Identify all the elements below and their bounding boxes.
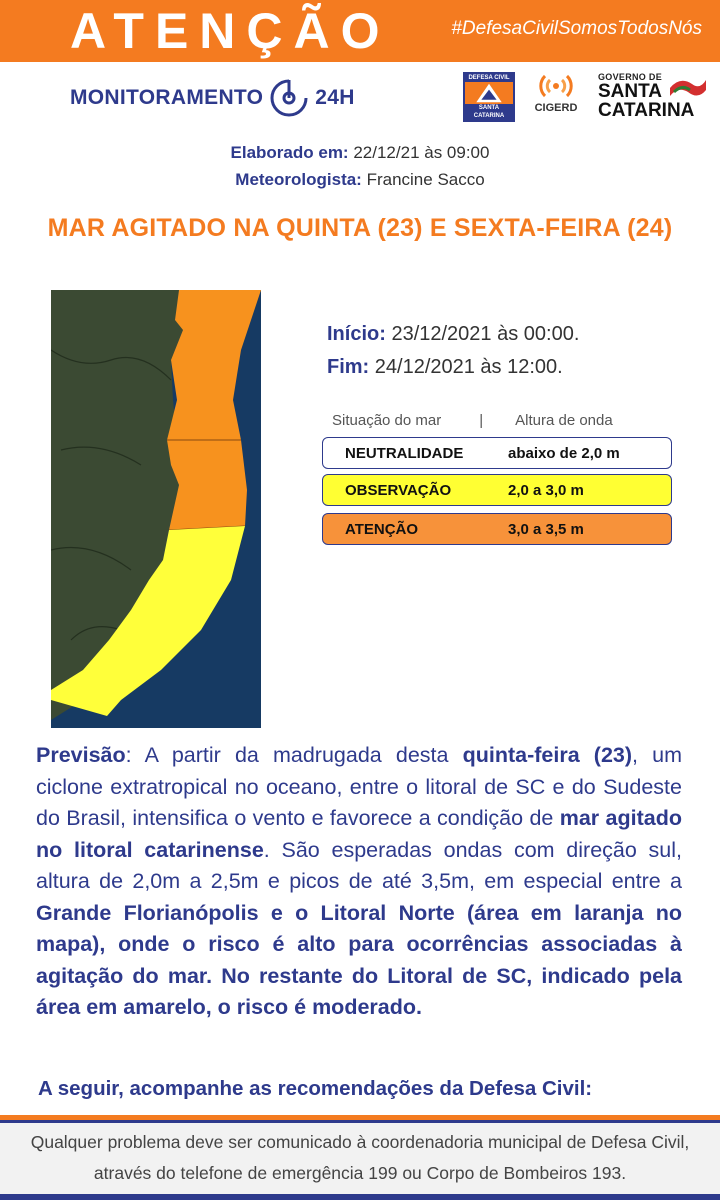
legend-level-height: 2,0 a 3,0 m bbox=[508, 481, 584, 499]
elaborated-value: 22/12/21 às 09:00 bbox=[353, 143, 490, 162]
triangle-icon bbox=[472, 82, 506, 104]
legend-col-height: Altura de onda bbox=[515, 412, 613, 429]
recommendations-intro: A seguir, acompanhe as recomendações da Defesa Civil: bbox=[38, 1077, 593, 1100]
headline: MAR AGITADO NA QUINTA (23) E SEXTA-FEIRA (24) bbox=[47, 214, 673, 242]
defesa-civil-logo-top: DEFESA CIVIL bbox=[465, 74, 513, 82]
forecast-paragraph bbox=[36, 740, 682, 1024]
elaborated-line bbox=[0, 143, 720, 163]
start-value: 23/12/2021 às 00:00. bbox=[391, 323, 580, 345]
monitoring-24h-logo bbox=[70, 70, 355, 126]
end-label: Fim: bbox=[327, 356, 370, 378]
signal-icon bbox=[539, 70, 573, 100]
forecast-risk-area: Grande Florianópolis e o Litoral Norte (área em laranja no mapa), onde o risco é alto para ocorrências associadas à agitação do mar. No restante do Litoral de SC, indicado pela área em amarelo, o risco é moderado. bbox=[36, 900, 682, 1019]
gov-line1: GOVERNO DE bbox=[598, 72, 663, 82]
legend-separator: | bbox=[479, 412, 484, 429]
forecast-text-e: . São esperadas ondas com direção sul, altura de 2,0m a 2,5m e picos de até 3,5m, em especial entre a bbox=[36, 837, 683, 893]
start-line bbox=[327, 323, 579, 346]
forecast-label: Previsão bbox=[36, 743, 126, 767]
header-hashtag: #DefesaCivilSomosTodosNós bbox=[451, 18, 702, 39]
footer-bottom-bar bbox=[0, 1194, 720, 1200]
legend-level-attention bbox=[322, 513, 672, 545]
governo-santa-catarina-logo bbox=[598, 72, 708, 124]
forecast-day: quinta-feira (23) bbox=[462, 743, 633, 767]
legend-level-name: OBSERVAÇÃO bbox=[345, 481, 452, 499]
forecast-text-c: , um ciclone extratropical no oceano, entre o litoral de SC e do Sudeste do Brasil, intensifica o vento e favorece a condição de bbox=[36, 743, 682, 830]
legend-level-observation bbox=[322, 474, 672, 506]
forecast-condition: mar agitado no litoral catarinense bbox=[36, 806, 682, 862]
forecast-text-a: : A partir da madrugada desta bbox=[125, 743, 463, 767]
coast-map bbox=[51, 290, 261, 728]
cigerd-label: CIGERD bbox=[534, 102, 578, 114]
legend-col-situation: Situação do mar bbox=[332, 412, 442, 429]
footer-line1: Qualquer problema deve ser comunicado à coordenadoria municipal de Defesa Civil, bbox=[30, 1132, 690, 1152]
end-value: 24/12/2021 às 12:00. bbox=[374, 356, 563, 378]
meteorologist-value: Francine Sacco bbox=[366, 170, 485, 189]
header-title: ATENÇÃO bbox=[70, 3, 391, 59]
footer-text bbox=[0, 1127, 720, 1189]
elaborated-label: Elaborado em: bbox=[230, 143, 349, 162]
end-line bbox=[327, 356, 563, 379]
meteorologist-label: Meteorologista: bbox=[235, 170, 362, 189]
defesa-civil-logo bbox=[463, 72, 515, 122]
footer-line2: através do telefone de emergência 199 ou Corpo de Bombeiros 193. bbox=[93, 1163, 627, 1183]
legend-level-name: ATENÇÃO bbox=[345, 520, 419, 538]
legend-level-height: abaixo de 2,0 m bbox=[508, 444, 620, 462]
gov-line3: CATARINA bbox=[598, 100, 695, 121]
defesa-civil-logo-bottom: SANTA CATARINA bbox=[465, 104, 513, 120]
clock-icon bbox=[267, 76, 311, 120]
legend-level-height: 3,0 a 3,5 m bbox=[508, 520, 584, 538]
monitoring-label: MONITORAMENTO bbox=[70, 86, 264, 109]
legend-header bbox=[322, 412, 672, 429]
start-label: Início: bbox=[327, 323, 386, 345]
cigerd-logo bbox=[530, 70, 582, 126]
gov-line2: SANTA bbox=[598, 81, 663, 102]
monitoring-24h: 24H bbox=[315, 86, 355, 109]
flag-icon bbox=[668, 74, 708, 100]
legend-level-neutral bbox=[322, 437, 672, 469]
meteorologist-line bbox=[0, 170, 720, 190]
attention-zone-floripa bbox=[167, 440, 247, 530]
legend-level-name: NEUTRALIDADE bbox=[345, 444, 464, 462]
